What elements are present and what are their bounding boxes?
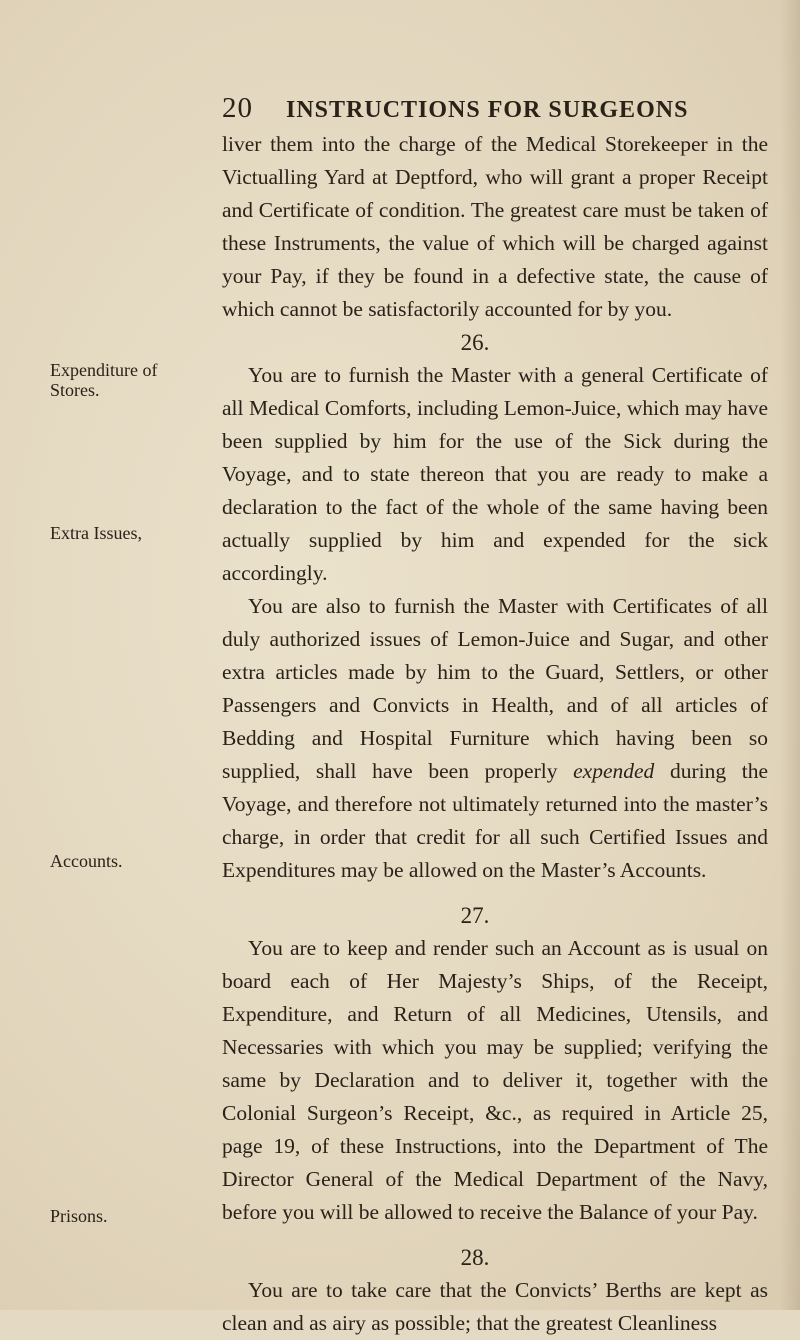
paragraph-26b-post: during the Voyage, and therefore not ultimately returned into the master’s charge, in order that credit for all such Certified Issues and Expenditures may be allowed on the Master’s Accounts. xyxy=(222,759,768,882)
section-number-26: 26. xyxy=(460,330,490,355)
margin-note-extra-issues: Extra Issues, xyxy=(50,523,142,543)
paragraph-continuation: liver them into the charge of the Medical Storekeeper in the Victualling Yard at Deptford, who will grant a proper Receipt and Certificate of condition. The greatest care must be taken of these Instruments, the value of which will be charged against your Pay, if they be found in a defective state, the cause of which cannot be satisfactorily accounted for by you. xyxy=(222,132,768,321)
body-text xyxy=(222,128,768,1340)
paragraph-28: You are to take care that the Convicts’ Berths are kept as clean and as airy as possible; that the greatest Cleanliness xyxy=(222,1278,768,1335)
paragraph-26b-emphasis: expended xyxy=(573,759,655,783)
paragraph-27: You are to keep and render such an Account as is usual on board each of Her Majesty’s Ships, of the Receipt, Expenditure, and Return of all Medicines, Utensils, and Necessaries with which you may be supplied; verifying the same by Declaration and to deliver it, together with the Colonial Surgeon’s Receipt, &c., as required in Article 25, page 19, of these Instructions, into the Department of The Director General of the Medical Department of the Navy, before you will be allowed to receive the Balance of your Pay. xyxy=(222,936,768,1224)
page-number: 20 xyxy=(222,92,253,124)
margin-note-prisons: Prisons. xyxy=(50,1206,108,1226)
paragraph-26b-pre: You are also to furnish the Master with Certificates of all duly authorized issues of Lemon-Juice and Sugar, and other extra articles made by him to the Guard, Settlers, or other Passengers and Convicts in Health, and of all articles of Bedding and Hospital Furniture which having been so supplied, shall have been properly xyxy=(222,594,768,783)
page-edge-shadow xyxy=(780,0,800,1310)
paragraph-26a: You are to furnish the Master with a general Certificate of all Medical Comforts, including Lemon-Juice, which may have been supplied by him for the use of the Sick during the Voyage, and to state thereon that you are ready to make a declaration to the fact of the whole of the same having been actually supplied by him and expended for the sick accordingly. xyxy=(222,363,768,585)
section-number-28: 28. xyxy=(460,1245,490,1270)
margin-note-expenditure: Expenditure of Stores. xyxy=(50,360,158,400)
section-number-27: 27. xyxy=(460,903,490,928)
running-title: INSTRUCTIONS FOR SURGEONS xyxy=(286,97,689,123)
margin-note-accounts: Accounts. xyxy=(50,851,123,871)
running-header xyxy=(222,92,688,125)
paragraph-26b xyxy=(222,590,768,887)
